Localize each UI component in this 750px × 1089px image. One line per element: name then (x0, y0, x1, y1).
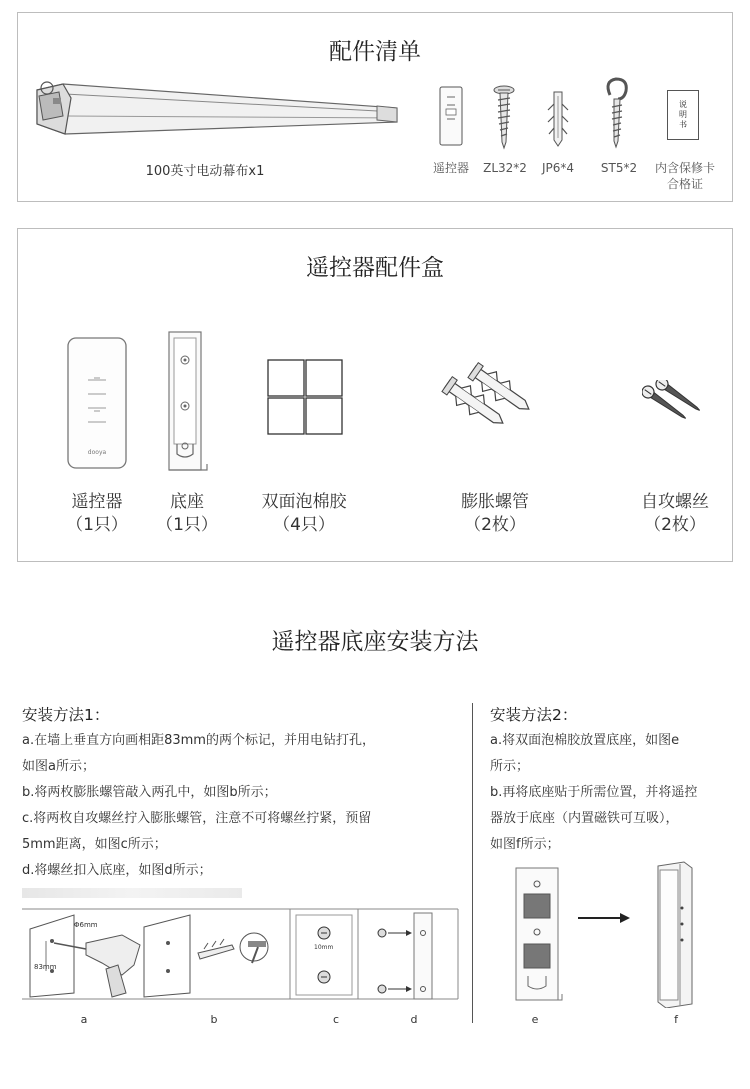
kit-item-base-name: 底座 (170, 492, 204, 512)
remote-brand: dooya (87, 449, 107, 456)
kit-item-screw-qty: （2枚） (644, 515, 706, 535)
anchor-jp-label: JP6*4 (541, 161, 575, 175)
screen-label: 100英寸电动幕布x1 (145, 164, 265, 179)
remote-small-label: 遥控器 (432, 161, 469, 175)
kit-item-screw-name: 自攻螺丝 (641, 492, 709, 512)
hook-screw-label: ST5*2 (600, 161, 638, 175)
method1-line: b.将两枚膨胀螺管敲入两孔中，如图b所示； (22, 785, 277, 800)
figure-f-label: f (674, 1013, 678, 1026)
remote-kit-title: 遥控器配件盒 (306, 255, 444, 281)
kit-item-anchor-qty: （2枚） (464, 515, 526, 535)
method-divider (472, 703, 473, 1023)
figure-e-drawing (516, 868, 562, 1000)
method2-line: a.将双面泡棉胶放置底座，如图e (490, 733, 680, 748)
remote-small-icon (438, 85, 464, 147)
screw-zl-icon (490, 84, 518, 150)
method1-line: 如图a所示； (22, 759, 95, 774)
method2-line: b.再将底座贴于所需位置，并将遥控 (490, 785, 698, 800)
figure-e-label: e (531, 1013, 539, 1026)
manual-text: 说明书 (679, 100, 687, 129)
kit-item-foam-name: 双面泡棉胶 (261, 492, 347, 512)
figure-b-drawing (144, 915, 268, 997)
accessory-list-title: 配件清单 (329, 39, 421, 65)
method2-figures (500, 858, 720, 1008)
gap-label: 10mm (314, 944, 334, 951)
method1-line: 5mm距离，如图c所示； (22, 837, 167, 852)
method2-line: 器放于底座（内置磁铁可互吸）， (490, 811, 679, 826)
method2-line: 所示； (490, 759, 530, 774)
kit-item-remote-name: 遥控器 (71, 492, 123, 512)
method1-line: d.将螺丝扣入底座，如图d所示； (22, 863, 212, 878)
manual-label-line1: 内含保修卡 (654, 161, 715, 175)
kit-item-foam-qty: （4只） (273, 515, 335, 535)
method1-heading: 安装方法1： (22, 706, 110, 724)
method1-figures (22, 905, 462, 1005)
blurred-text (22, 888, 242, 898)
method1-line: a.在墙上垂直方向画相距83mm的两个标记，并用电钻打孔， (22, 733, 375, 748)
foam-tape-icon (266, 358, 346, 438)
kit-item-base-qty: （1只） (156, 515, 218, 535)
kit-item-remote-qty: （1只） (66, 515, 128, 535)
figure-c-label: c (332, 1013, 340, 1026)
figure-a-drawing (30, 915, 140, 997)
anchors-icon (440, 360, 540, 450)
screen-casing-illustration (25, 72, 405, 142)
figure-f-drawing (658, 862, 692, 1008)
drill-size-label: Φ6mm (74, 921, 98, 929)
base-icon (163, 328, 211, 476)
screws-icon (642, 380, 704, 430)
method1 (22, 702, 462, 884)
manual-icon (667, 90, 699, 140)
hook-screw-icon (600, 75, 634, 149)
method2-line: 如图f所示； (490, 837, 560, 852)
method2 (490, 702, 740, 858)
figure-b-label: b (210, 1013, 218, 1026)
figure-d-label: d (410, 1013, 418, 1026)
method1-line: c.将两枚自攻螺丝拧入膨胀螺管，注意不可将螺丝拧紧，预留 (22, 811, 372, 826)
install-title: 遥控器底座安装方法 (271, 629, 479, 655)
manual-label-line2: 合格证 (666, 177, 703, 191)
spacing-label: 83mm (34, 963, 57, 971)
figure-d-drawing (378, 913, 432, 999)
remote-icon (66, 336, 128, 470)
screw-zl-label: ZL32*2 (483, 161, 527, 175)
figure-a-label: a (80, 1013, 88, 1026)
anchor-jp-icon (544, 90, 572, 148)
figure-c-drawing (296, 915, 352, 995)
kit-item-anchor-name: 膨胀螺管 (461, 492, 529, 512)
method2-heading: 安装方法2： (490, 706, 578, 724)
